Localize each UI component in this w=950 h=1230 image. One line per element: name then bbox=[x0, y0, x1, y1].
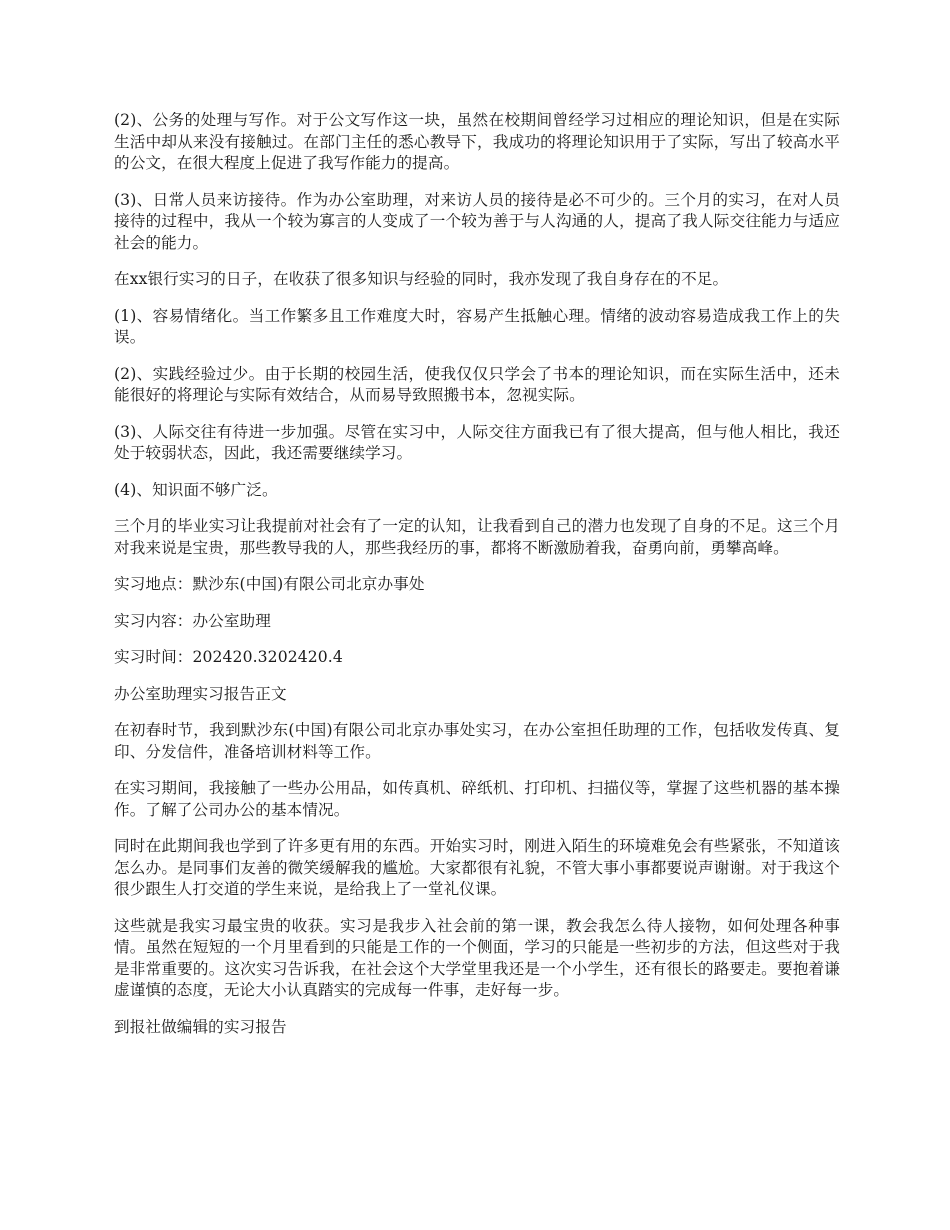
paragraph-conclusion: 三个月的毕业实习让我提前对社会有了一定的认知，让我看到自己的潜力也发现了自身的不足。这三个月对我来说是宝贵，那些教导我的人，那些我经历的事，都将不断激励着我，奋勇向前，勇攀高峰。 bbox=[114, 517, 840, 557]
paragraph-shortcoming-4: (4)、知识面不够广泛。 bbox=[114, 480, 278, 499]
paragraph-shortcoming-2: (2)、实践经验过少。由于长期的校园生活，使我仅仅只学会了书本的理论知识，而在实际生活中，还未能很好的将理论与实际有效结合，从而易导致照搬书本，忽视实际。 bbox=[114, 364, 840, 404]
paragraph-etiquette: 同时在此期间我也学到了许多更有用的东西。开始实习时，刚进入陌生的环境难免会有些紧张，不知道该怎么办。是同事们友善的微笑缓解我的尴尬。大家都很有礼貌，不管大事小事都要说声谢谢。对于我这个很少跟生人打交道的学生来说，是给我上了一堂礼仪课。 bbox=[114, 837, 840, 898]
paragraph-shortcoming-3: (3)、人际交往有待进一步加强。尽管在实习中，人际交往方面我已有了很大提高，但与他人相比，我还处于较弱状态，因此，我还需要继续学习。 bbox=[114, 422, 840, 462]
paragraph-shortcomings-intro: 在xx银行实习的日子，在收获了很多知识与经验的同时，我亦发现了我自身存在的不足。 bbox=[114, 270, 729, 288]
internship-content: 实习内容：办公室助理 bbox=[114, 611, 271, 630]
next-report-title: 到报社做编辑的实习报告 bbox=[114, 1017, 287, 1036]
paragraph-report-intro: 在初春时节，我到默沙东(中国)有限公司北京办事处实习，在办公室担任助理的工作，包括收发传真、复印、分发信件，准备培训材料等工作。 bbox=[114, 721, 840, 761]
paragraph-harvest: 这些就是我实习最宝贵的收获。实习是我步入社会前的第一课，教会我怎么待人接物，如何处理各种事情。虽然在短短的一个月里看到的只能是工作的一个侧面，学习的只能是一些初步的方法，但这些对于我是非常重要的。这次实习告诉我，在社会这个大学堂里我还是一个小学生，还有很长的路要走。要抱着谦虚谨慎的态度，无论大小认真踏实的完成每一件事，走好每一步。 bbox=[114, 916, 840, 999]
paragraph-office-equipment: 在实习期间，我接触了一些办公用品，如传真机、碎纸机、打印机、扫描仪等，掌握了这些机器的基本操作。了解了公司办公的基本情况。 bbox=[114, 779, 840, 819]
paragraph-duty-reception: (3)、日常人员来访接待。作为办公室助理，对来访人员的接待是必不可少的。三个月的实习，在对人员接待的过程中，我从一个较为寡言的人变成了一个较为善于与人沟通的人，提高了我人际交往能力与适应社会的能力。 bbox=[114, 190, 840, 252]
internship-location: 实习地点：默沙东(中国)有限公司北京办事处 bbox=[114, 575, 425, 593]
paragraph-shortcoming-1: (1)、容易情绪化。当工作繁多且工作难度大时，容易产生抵触心理。情绪的波动容易造成我工作上的失误。 bbox=[114, 306, 840, 346]
internship-time: 实习时间：202420.3202420.4 bbox=[114, 648, 343, 666]
report-section-title: 办公室助理实习报告正文 bbox=[114, 684, 287, 703]
paragraph-duty-writing: (2)、公务的处理与写作。对于公文写作这一块，虽然在校期间曾经学习过相应的理论知识，但是在实际生活中却从来没有接触过。在部门主任的悉心教导下，我成功的将理论知识用于了实际，写出了较高水平的公文，在很大程度上促进了我写作能力的提高。 bbox=[114, 111, 840, 172]
document-body bbox=[114, 110, 840, 1038]
